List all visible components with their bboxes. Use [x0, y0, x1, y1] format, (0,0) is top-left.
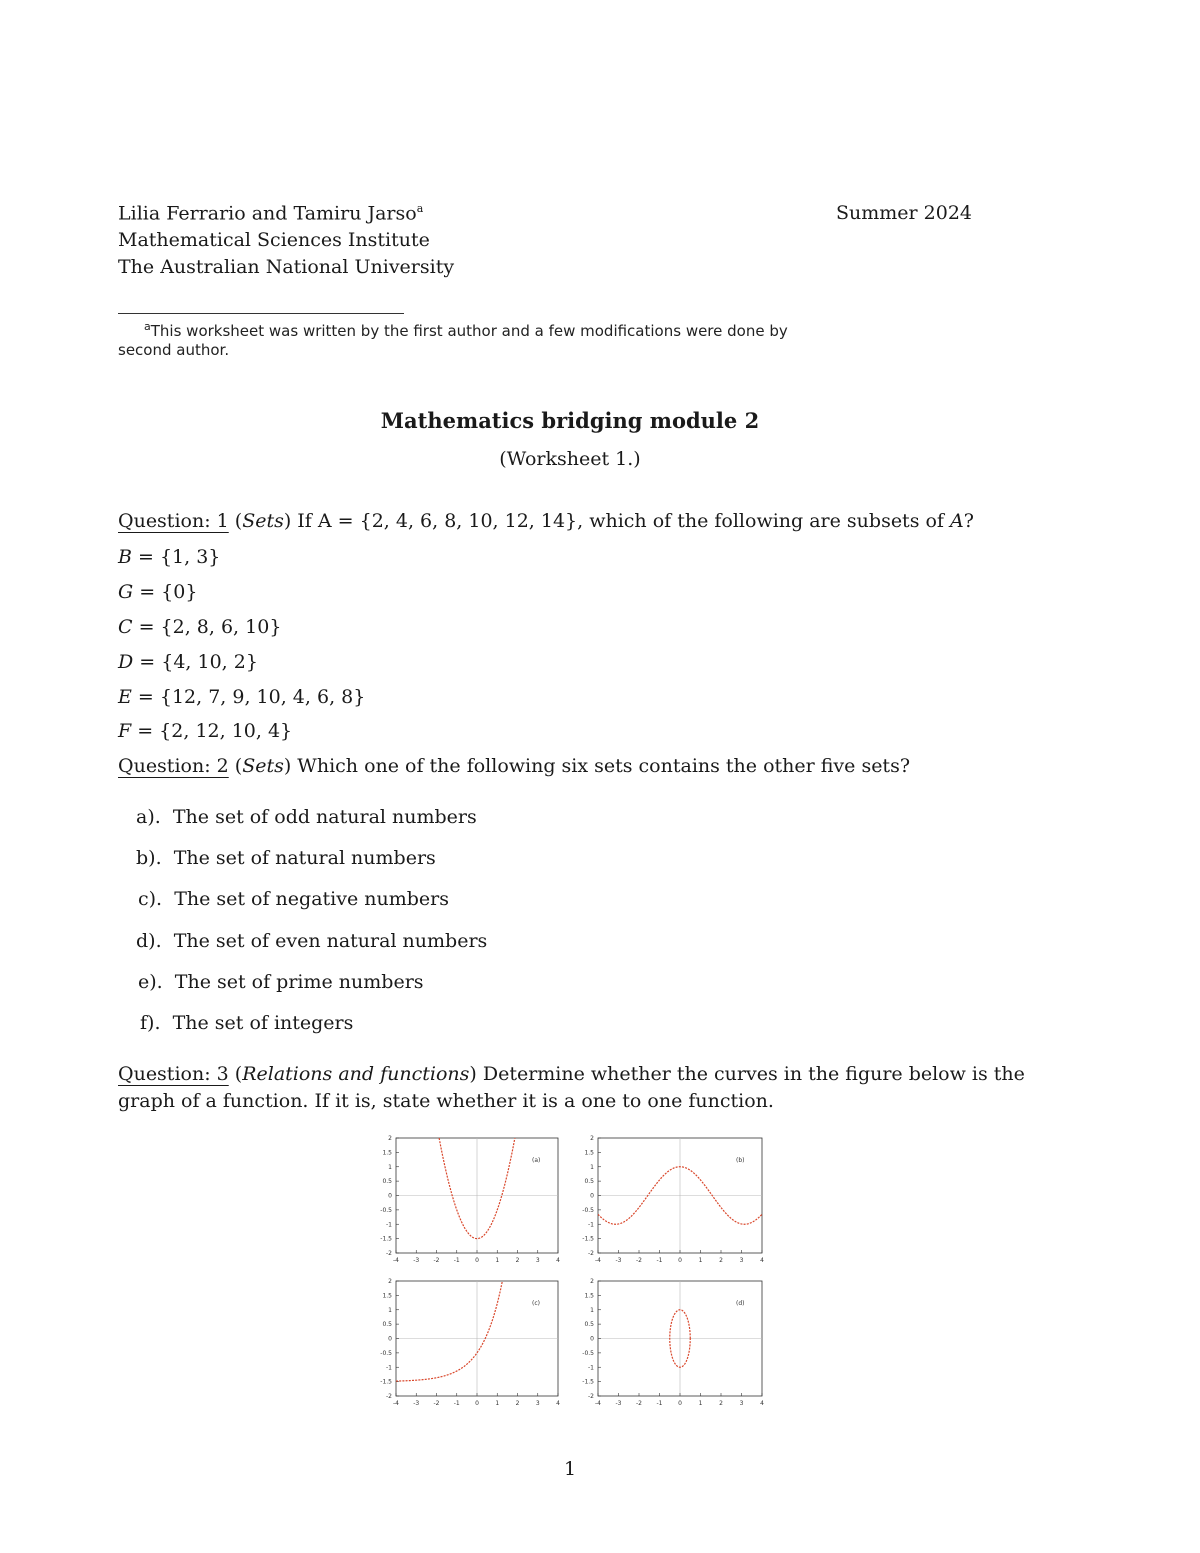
question-2: Question: 2 (Sets) Which one of the following six sets contains the other five sets?	[118, 755, 911, 777]
option-item: c). The set of negative numbers	[138, 888, 449, 910]
x-tick-label: -4	[595, 1400, 601, 1407]
y-tick-label: -1	[588, 1364, 594, 1372]
option-item: f). The set of integers	[140, 1012, 354, 1034]
y-tick-label: 2	[590, 1278, 594, 1285]
y-tick-label: -1.5	[582, 1378, 594, 1386]
y-tick-label: -1	[588, 1221, 594, 1229]
question-3-line-2: graph of a function. If it is, state whether it is a one to one function.	[118, 1090, 774, 1112]
x-tick-label: 4	[556, 1257, 560, 1264]
y-tick-label: -1	[386, 1221, 392, 1229]
page-number: 1	[563, 1458, 577, 1480]
x-tick-label: -4	[393, 1400, 399, 1407]
set-item: G = {0}	[118, 581, 198, 603]
x-tick-label: 1	[698, 1257, 703, 1264]
y-tick-label: -1.5	[380, 1378, 392, 1386]
option-item: b). The set of natural numbers	[136, 847, 436, 869]
y-tick-label: 1.5	[584, 1292, 594, 1300]
university: The Australian National University	[118, 256, 455, 278]
y-tick-label: -1.5	[582, 1235, 594, 1243]
x-tick-label: 0	[678, 1257, 682, 1264]
y-tick-label: -0.5	[582, 1349, 594, 1357]
x-tick-label: -3	[615, 1400, 622, 1407]
term: Summer 2024	[836, 202, 973, 224]
graph-panel-c	[380, 1252, 560, 1407]
y-tick-label: 2	[388, 1135, 392, 1142]
y-tick-label: 0.5	[382, 1321, 392, 1329]
x-tick-label: 0	[475, 1257, 479, 1264]
y-tick-label: -0.5	[380, 1206, 392, 1214]
x-tick-label: 3	[535, 1400, 540, 1407]
page-title: Mathematics bridging module 2	[380, 408, 760, 433]
page-subtitle: (Worksheet 1.)	[499, 448, 641, 470]
graph-panel-label: (b)	[736, 1157, 745, 1164]
x-tick-label: -3	[413, 1400, 420, 1407]
y-tick-label: 1.5	[382, 1292, 392, 1300]
footnote-line-1: $^a$This worksheet was written by the first author and a few modifications were done by	[144, 320, 788, 340]
x-tick-label: -4	[393, 1257, 399, 1264]
y-tick-label: -0.5	[582, 1206, 594, 1214]
x-tick-label: -2	[636, 1400, 642, 1407]
y-tick-label: 1.5	[382, 1149, 392, 1157]
x-tick-label: 2	[515, 1257, 520, 1264]
authors: Lilia Ferrario and Tamiru Jarso$^a$	[118, 202, 424, 225]
x-tick-label: 3	[739, 1400, 744, 1407]
x-tick-label: -4	[595, 1257, 601, 1264]
graph-panel-b	[582, 1135, 764, 1264]
y-tick-label: 0.5	[584, 1178, 594, 1186]
x-tick-label: 3	[535, 1257, 540, 1264]
figure-svg	[370, 1132, 770, 1412]
y-tick-label: 1	[388, 1163, 392, 1171]
footnote-line-2: second author.	[118, 341, 230, 359]
x-tick-label: 0	[678, 1400, 682, 1407]
y-tick-label: 1	[590, 1306, 594, 1314]
x-tick-label: 2	[515, 1400, 520, 1407]
question-1: Question: 1 (Sets) If A = {2, 4, 6, 8, 10, 12, 14}, which of the following are subsets of A?	[118, 510, 974, 532]
x-tick-label: -2	[636, 1257, 642, 1264]
set-item: E = {12, 7, 9, 10, 4, 6, 8}	[118, 686, 366, 708]
y-tick-label: 2	[388, 1278, 392, 1285]
option-item: d). The set of even natural numbers	[136, 930, 488, 952]
institute: Mathematical Sciences Institute	[118, 229, 430, 251]
y-tick-label: -2	[588, 1393, 594, 1400]
y-tick-label: -2	[386, 1393, 392, 1400]
y-tick-label: -0.5	[380, 1349, 392, 1357]
y-tick-label: 0	[590, 1335, 594, 1343]
x-tick-label: -1	[453, 1257, 460, 1264]
x-tick-label: -2	[433, 1257, 440, 1264]
graph-panel-a	[380, 1132, 560, 1264]
option-item: a). The set of odd natural numbers	[136, 806, 477, 828]
y-tick-label: -2	[588, 1250, 594, 1257]
graph-panel-d	[582, 1278, 764, 1407]
y-tick-label: 0.5	[584, 1321, 594, 1329]
x-tick-label: 4	[556, 1400, 560, 1407]
y-tick-label: 0	[388, 1335, 392, 1343]
x-tick-label: 4	[760, 1257, 764, 1264]
y-tick-label: 1	[388, 1306, 392, 1314]
y-tick-label: 0.5	[382, 1178, 392, 1186]
graph-panel-label: (d)	[736, 1300, 745, 1307]
y-tick-label: 1.5	[584, 1149, 594, 1157]
set-item: D = {4, 10, 2}	[118, 651, 258, 673]
function-graphs-figure	[370, 1132, 770, 1412]
x-tick-label: 1	[495, 1400, 500, 1407]
x-tick-label: -1	[656, 1400, 663, 1407]
set-item: C = {2, 8, 6, 10}	[118, 616, 282, 638]
x-tick-label: 1	[495, 1257, 500, 1264]
set-item: F = {2, 12, 10, 4}	[118, 720, 293, 742]
y-tick-label: 2	[590, 1135, 594, 1142]
footnote-mark: a	[416, 202, 424, 215]
x-tick-label: 0	[475, 1400, 479, 1407]
graph-panel-label: (a)	[532, 1157, 541, 1164]
x-tick-label: 4	[760, 1400, 764, 1407]
x-tick-label: -1	[656, 1257, 663, 1264]
y-tick-label: -1.5	[380, 1235, 392, 1243]
set-item: B = {1, 3}	[118, 546, 221, 568]
question-3: Question: 3 (Relations and functions) Determine whether the curves in the figure below is the	[118, 1063, 1025, 1085]
y-tick-label: -2	[386, 1250, 392, 1257]
x-tick-label: 2	[719, 1257, 723, 1264]
x-tick-label: -3	[413, 1257, 420, 1264]
y-tick-label: 0	[590, 1192, 594, 1200]
x-tick-label: -3	[615, 1257, 622, 1264]
footnote-rule	[118, 313, 404, 314]
y-tick-label: 0	[388, 1192, 392, 1200]
x-tick-label: -2	[433, 1400, 440, 1407]
y-tick-label: 1	[590, 1163, 594, 1171]
x-tick-label: 3	[739, 1257, 744, 1264]
x-tick-label: -1	[453, 1400, 460, 1407]
y-tick-label: -1	[386, 1364, 392, 1372]
graph-panel-label: (c)	[532, 1300, 540, 1307]
option-item: e). The set of prime numbers	[138, 971, 424, 993]
x-tick-label: 2	[719, 1400, 723, 1407]
x-tick-label: 1	[698, 1400, 703, 1407]
